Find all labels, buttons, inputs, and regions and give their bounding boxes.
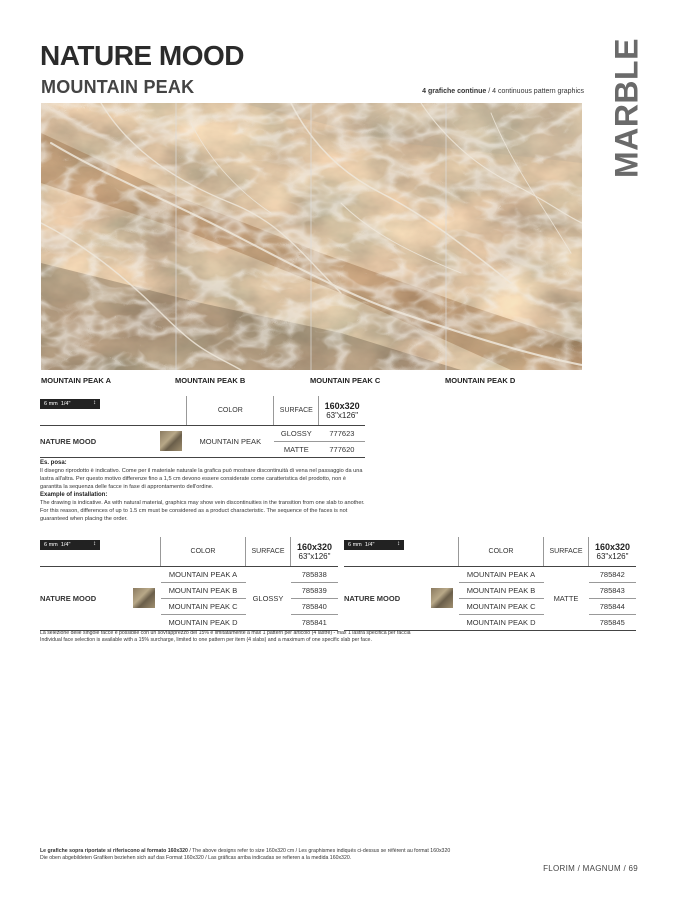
marble-texture: [41, 103, 582, 370]
selection-footnote: [40, 630, 638, 644]
product-code: 785845: [589, 615, 637, 631]
color-value: MOUNTAIN PEAK D: [161, 615, 246, 631]
product-name: NATURE MOOD: [344, 567, 426, 631]
format-note: Le grafiche sopra riportate si riferiscono al formato 160x320 / The above designs refer to size 160x320 cm / Les graphismes indiqués ci-dessus se réfèrent au format 160x320 Die oben abgebildeten Grafiken beziehen sich auf das Format 160x320 / Las gráficas arriba indicadas se refieren a la medida 160x320.: [40, 848, 451, 861]
product-table-main: [40, 396, 365, 458]
product-table-matte: [344, 537, 636, 631]
product-code: 785844: [589, 599, 637, 615]
color-value: MOUNTAIN PEAK B: [459, 583, 544, 599]
color-value: MOUNTAIN PEAK C: [459, 599, 544, 615]
slab-label-b: MOUNTAIN PEAK B: [175, 376, 246, 385]
slab-label-d: MOUNTAIN PEAK D: [445, 376, 516, 385]
surface-value: MATTE: [544, 567, 589, 631]
install-text-en: The drawing is indicative. As with natural material, graphics may show vein discontinuities in the transition from one slab to another. For this reason, differences of up to 1.5 cm must be considered as a product characteristic. The sequence of the faces is not guaranteed when placing the order.: [40, 500, 365, 522]
thickness-badge: 6 mm 1/4" ↕: [40, 540, 100, 550]
surface-value: MATTE: [274, 442, 319, 458]
col-size: 160x320 63"x126": [319, 396, 365, 426]
color-value: MOUNTAIN PEAK A: [161, 567, 246, 583]
product-code: 785842: [589, 567, 637, 583]
product-code: 785843: [589, 583, 637, 599]
slab-label-c: MOUNTAIN PEAK C: [310, 376, 381, 385]
color-value: MOUNTAIN PEAK A: [459, 567, 544, 583]
thickness-arrow-icon: ↕: [93, 400, 96, 406]
product-table-glossy: [40, 537, 338, 631]
thickness-badge: 6 mm 1/4" ↕: [344, 540, 404, 550]
color-swatch: [431, 588, 453, 608]
installation-notes: [40, 459, 366, 523]
category-label: MARBLE: [608, 38, 645, 178]
color-value: MOUNTAIN PEAK B: [161, 583, 246, 599]
col-color: COLOR: [161, 537, 246, 567]
col-surface: SURFACE: [246, 537, 291, 567]
product-code: 777620: [319, 442, 365, 458]
color-value: MOUNTAIN PEAK: [187, 426, 274, 458]
install-text-it: Il disegno riprodotto è indicativo. Come per il materiale naturale la grafica può mostrare discontinuità di vena nel passaggio da una lastra all'altra. Per questo motivo differenze fino a 1,5 cm devono essere considerate come caratteristica del prodotto, non è garantita la sequenza delle facce in fase di approntamento dell'ordine.: [40, 468, 363, 490]
product-code: 785838: [291, 567, 339, 583]
col-size: 160x320 63"x126": [291, 537, 339, 567]
footnote-it: La selezione delle singole facce è possibile con un sovrapprezzo del 15% e limitatamente a max 1 pattern per articolo (4 lastre) - max 1 lastra specifica per faccia: [40, 630, 411, 636]
color-value: MOUNTAIN PEAK C: [161, 599, 246, 615]
color-value: MOUNTAIN PEAK D: [459, 615, 544, 631]
col-color: COLOR: [187, 396, 274, 426]
col-color: COLOR: [459, 537, 544, 567]
color-swatch: [133, 588, 155, 608]
slab-image: [41, 103, 582, 370]
col-size: 160x320 63"x126": [589, 537, 637, 567]
product-name: NATURE MOOD: [40, 567, 128, 631]
thickness-arrow-icon: ↕: [93, 541, 96, 547]
install-title-en: Example of installation:: [40, 492, 108, 498]
col-surface: SURFACE: [274, 396, 319, 426]
surface-value: GLOSSY: [246, 567, 291, 631]
product-code: 785841: [291, 615, 339, 631]
product-code: 777623: [319, 426, 365, 442]
footnote-en: Individual face selection is available with a 15% surcharge, limited to one pattern per item (4 slabs) and a maximum of one specific slab per face.: [40, 637, 372, 643]
page-title: NATURE MOOD: [40, 40, 244, 71]
product-code: 785839: [291, 583, 339, 599]
col-surface: SURFACE: [544, 537, 589, 567]
install-title-it: Es. posa:: [40, 460, 67, 466]
surface-value: GLOSSY: [274, 426, 319, 442]
thickness-badge: 6 mm 1/4" ↕: [40, 399, 100, 409]
product-code: 785840: [291, 599, 339, 615]
color-swatch: [160, 431, 182, 451]
page-subtitle: MOUNTAIN PEAK: [41, 77, 195, 97]
pattern-note: 4 grafiche continue / 4 continuous pattern graphics: [422, 88, 584, 95]
slab-label-a: MOUNTAIN PEAK A: [41, 376, 111, 385]
page-footer: FLORIM / MAGNUM / 69: [543, 864, 638, 873]
product-name: NATURE MOOD: [40, 426, 154, 458]
thickness-arrow-icon: ↕: [397, 541, 400, 547]
